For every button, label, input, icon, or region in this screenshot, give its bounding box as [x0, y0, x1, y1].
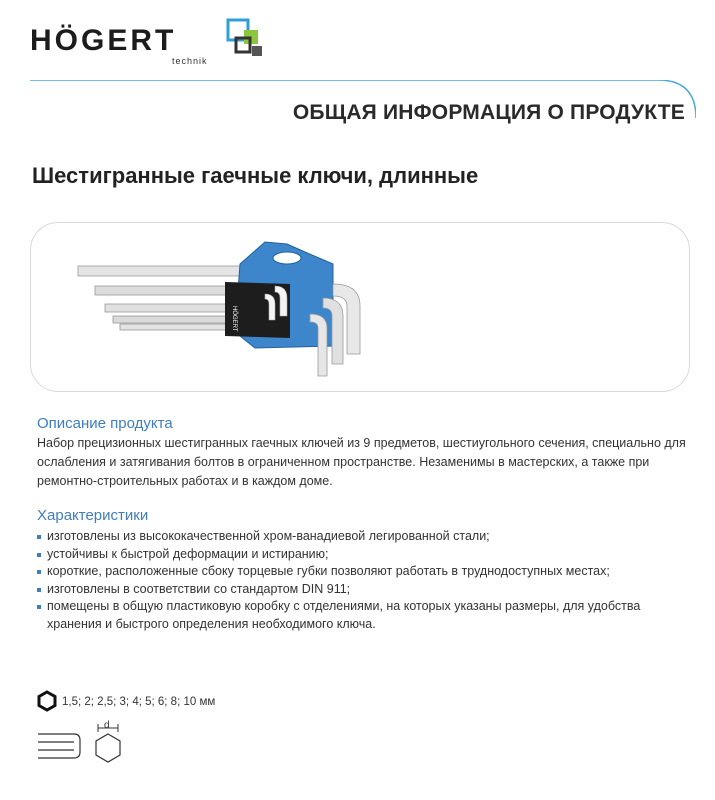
hexagon-size-icon [36, 690, 58, 712]
svg-text:HÖGERT: HÖGERT [231, 306, 237, 332]
brand-name: HÖGERT [30, 24, 177, 57]
page-title: ОБЩАЯ ИНФОРМАЦИЯ О ПРОДУКТЕ [292, 101, 685, 124]
feature-text: изготовлены в соответствии со стандартом DIN 911; [47, 581, 351, 596]
product-image [75, 236, 375, 386]
list-item [37, 598, 697, 633]
feature-text: изготовлены из высококачественной хром-ванадиевой легированной стали; [47, 529, 490, 543]
feature-text: устойчивы к быстрой деформации и истиранию; [47, 546, 329, 561]
bullet-icon [37, 535, 41, 539]
hex-key-set-icon [38, 734, 80, 758]
dimension-icons [36, 720, 146, 772]
description-heading: Описание продукта [37, 415, 173, 432]
list-item [37, 528, 697, 546]
list-item [37, 581, 697, 599]
bullet-icon [37, 553, 41, 557]
dimension-label: d [104, 720, 110, 731]
list-item [37, 563, 697, 581]
bullet-icon [37, 588, 41, 592]
description-text: Набор прецизионных шестигранных гаечных ключей из 9 предметов, шестиугольного сечения, специально для ослабления и затягивания болтов в ограниченном пространстве. Незаменимы в мастерских, а также при ремонтно-строительных работах и в каждом доме. [37, 436, 686, 488]
size-range: 1,5; 2; 2,5; 3; 4; 5; 6; 8; 10 мм [62, 696, 216, 708]
bullet-icon [37, 605, 41, 609]
list-item [37, 546, 697, 564]
feature-text: помещены в общую пластиковую коробку с отделениями, на которых указаны размеры, для удобства хранения и быстрого определения необходимого ключа. [47, 599, 641, 631]
logo-squares-icon [222, 16, 270, 62]
brand-logo [30, 16, 270, 64]
bullet-icon [37, 570, 41, 574]
feature-text: короткие, расположенные сбоку торцевые губки позволяют работать в труднодоступных местах; [47, 564, 610, 578]
product-title: Шестигранные гаечные ключи, длинные [32, 163, 479, 188]
brand-tagline: technik [172, 56, 208, 66]
features-heading: Характеристики [37, 507, 149, 524]
features-list [37, 528, 697, 633]
